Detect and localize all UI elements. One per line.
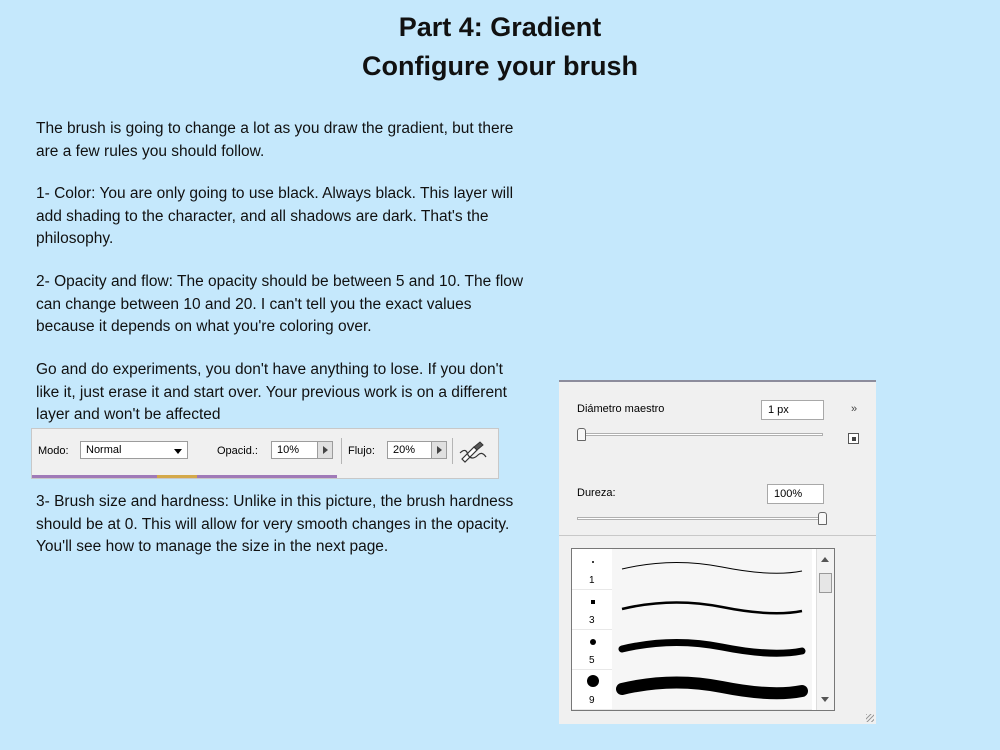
scroll-down-icon[interactable]: [821, 697, 829, 702]
hardness-value: 100%: [774, 488, 803, 500]
title-line-2: Configure your brush: [362, 51, 638, 81]
diameter-input[interactable]: [761, 400, 824, 420]
divider: [559, 535, 876, 536]
brush-tip-dot-icon: [591, 600, 595, 604]
mode-label: Modo:: [38, 445, 69, 457]
brush-tip-size: 1: [589, 575, 595, 586]
brush-preset-panel: [559, 380, 876, 724]
mode-value: Normal: [86, 444, 122, 456]
stroke-5: [612, 629, 812, 669]
toolbar-edge-accent: [157, 475, 197, 478]
paragraph-text: The brush is going to change a lot as you draw the gradient, but there are a few rules you should follow.: [36, 120, 514, 160]
brush-tip-row[interactable]: [572, 589, 812, 630]
paragraph-experiment: [36, 359, 526, 427]
brush-tip-size: 5: [589, 655, 595, 666]
scroll-up-icon[interactable]: [821, 557, 829, 562]
page-title: [0, 8, 1000, 86]
opacity-slider-button[interactable]: [317, 441, 333, 459]
brush-tip-dot-icon: [590, 639, 596, 645]
stroke-1: [612, 549, 812, 589]
brush-tip-row[interactable]: [572, 629, 812, 670]
airbrush-icon[interactable]: [458, 439, 488, 463]
scroll-thumb[interactable]: [819, 573, 832, 593]
stroke-3: [612, 589, 812, 629]
brush-tip-row[interactable]: [572, 549, 812, 590]
flow-label: Flujo:: [348, 445, 375, 457]
brush-tip-row[interactable]: [572, 669, 812, 710]
paragraph-text: 2- Opacity and flow: The opacity should be between 5 and 10. The flow can change between 10 and 20. I can't tell you the exact values because it depends on what you're coloring over.: [36, 273, 524, 335]
brush-stroke-preview: [612, 669, 812, 709]
brush-tip-size: 3: [589, 615, 595, 626]
tip-list-scrollbar[interactable]: [816, 549, 834, 710]
resize-grip-icon[interactable]: [866, 714, 874, 722]
hardness-slider-track[interactable]: [577, 517, 827, 520]
diameter-slider-thumb[interactable]: [577, 428, 586, 441]
paragraph-text: 3- Brush size and hardness: Unlike in this picture, the brush hardness should be at 0. This will allow for very smooth changes in the opacity. You'll see how to manage the size in the next page.: [36, 493, 514, 555]
double-chevron-icon[interactable]: »: [851, 403, 858, 415]
diameter-label: Diámetro maestro: [577, 403, 665, 415]
brush-stroke-preview: [612, 549, 812, 589]
brush-tip-list: [571, 548, 835, 711]
opacity-input[interactable]: [271, 441, 319, 459]
hardness-slider-thumb[interactable]: [818, 512, 827, 525]
paragraph-opacity: [36, 271, 526, 339]
brush-stroke-preview: [612, 589, 812, 629]
opacity-value: 10%: [277, 444, 300, 456]
brush-options-bar: [31, 428, 499, 479]
paragraph-text: Go and do experiments, you don't have anything to lose. If you don't like it, just erase it and start over. Your previous work is on a different layer and won't be affected: [36, 361, 507, 423]
brush-tip-dot-icon: [587, 675, 599, 687]
paragraph-color: [36, 183, 526, 251]
hardness-input[interactable]: [767, 484, 824, 504]
brush-tip-dot-icon: [592, 561, 594, 563]
brush-tip-size: 9: [589, 695, 595, 706]
flow-slider-button[interactable]: [431, 441, 447, 459]
flow-value: 20%: [393, 444, 416, 456]
mode-select[interactable]: [80, 441, 188, 459]
separator: [452, 438, 453, 464]
paragraph-size: [36, 491, 526, 559]
flow-input[interactable]: [387, 441, 435, 459]
new-preset-icon[interactable]: [848, 433, 859, 444]
hardness-label: Dureza:: [577, 487, 616, 499]
diameter-value: 1 px: [768, 404, 789, 416]
diameter-slider-track[interactable]: [577, 433, 823, 436]
chevron-down-icon: [174, 449, 182, 454]
separator: [341, 438, 342, 464]
title-line-1: Part 4: Gradient: [398, 12, 602, 42]
stroke-9: [612, 669, 812, 709]
paragraph-intro: [36, 118, 526, 163]
paragraph-text: 1- Color: You are only going to use black. Always black. This layer will add shading to the character, and all shadows are dark. That's the philosophy.: [36, 185, 514, 247]
brush-stroke-preview: [612, 629, 812, 669]
opacity-label: Opacid.:: [217, 445, 258, 457]
